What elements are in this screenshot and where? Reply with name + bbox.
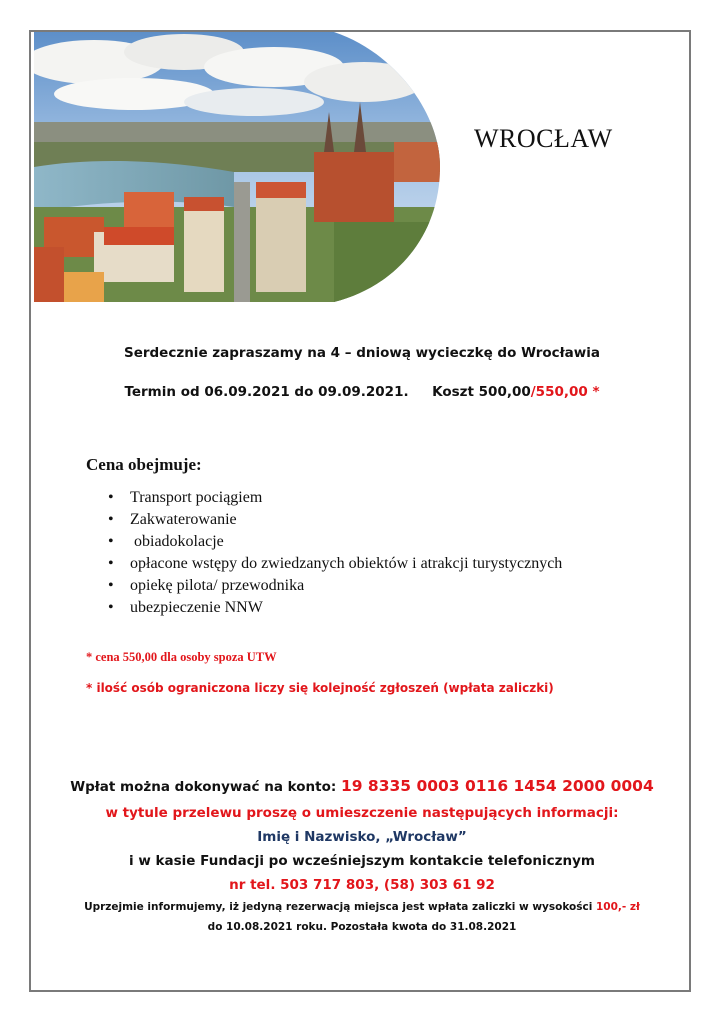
list-item-label: opiekę pilota/ przewodnika: [130, 577, 305, 594]
list-item-label: Zakwaterowanie: [130, 511, 237, 528]
price-list: [108, 488, 562, 620]
payment-account-line: [0, 777, 724, 795]
deposit-amount: 100,- zł: [596, 901, 640, 913]
bullet-icon: •: [108, 511, 114, 528]
bullet-icon: •: [108, 489, 114, 506]
cost-alt: /550,00 *: [530, 384, 600, 400]
list-item-label: obiadokolacje: [130, 533, 224, 550]
city-panorama-image: [34, 32, 440, 302]
price-note: * cena 550,00 dla osoby spoza UTW: [86, 650, 277, 664]
cash-desk-line: i w kasie Fundacji po wcześniejszym kontakcie telefonicznym: [129, 853, 595, 869]
list-item-label: Transport pociągiem: [130, 489, 263, 506]
page-title: WROCŁAW: [474, 124, 613, 153]
bullet-icon: •: [108, 577, 114, 594]
deadline-line: do 10.08.2021 roku. Pozostała kwota do 31.08.2021: [207, 921, 517, 933]
bank-account-number: 19 8335 0003 0116 1454 2000 0004: [340, 777, 654, 795]
payment-prefix: Wpłat można dokonywać na konto:: [70, 779, 341, 795]
list-item: [108, 598, 562, 620]
list-item: [108, 554, 562, 576]
list-item: [108, 488, 562, 510]
term-and-cost: [0, 384, 724, 400]
cost-label: Koszt 500,00: [432, 384, 531, 400]
price-heading: Cena obejmuje:: [86, 455, 202, 474]
deposit-line: [0, 901, 724, 913]
deposit-prefix: Uprzejmie informujemy, iż jedyną rezerwacją miejsca jest wpłata zaliczki w wysokości: [84, 901, 596, 913]
term-text: Termin od 06.09.2021 do 09.09.2021.: [124, 384, 409, 400]
list-item: [108, 532, 562, 554]
limit-note: * ilość osób ograniczona liczy się kolejność zgłoszeń (wpłata zaliczki): [86, 681, 554, 695]
list-item: [108, 510, 562, 532]
list-item-label: opłacone wstępy do zwiedzanych obiektów i atrakcji turystycznych: [130, 555, 563, 572]
transfer-title-line: w tytule przelewu proszę o umieszczenie następujących informacji:: [105, 805, 619, 821]
invitation-text: Serdecznie zapraszamy na 4 – dniową wycieczkę do Wrocławia: [123, 345, 600, 361]
bullet-icon: •: [108, 599, 114, 616]
bullet-icon: •: [108, 533, 114, 550]
list-item-label: ubezpieczenie NNW: [130, 599, 263, 616]
phone-line: nr tel. 503 717 803, (58) 303 61 92: [229, 877, 495, 893]
transfer-info-line: Imię i Nazwisko, „Wrocław”: [257, 829, 467, 845]
list-item: [108, 576, 562, 598]
bullet-icon: •: [108, 555, 114, 572]
